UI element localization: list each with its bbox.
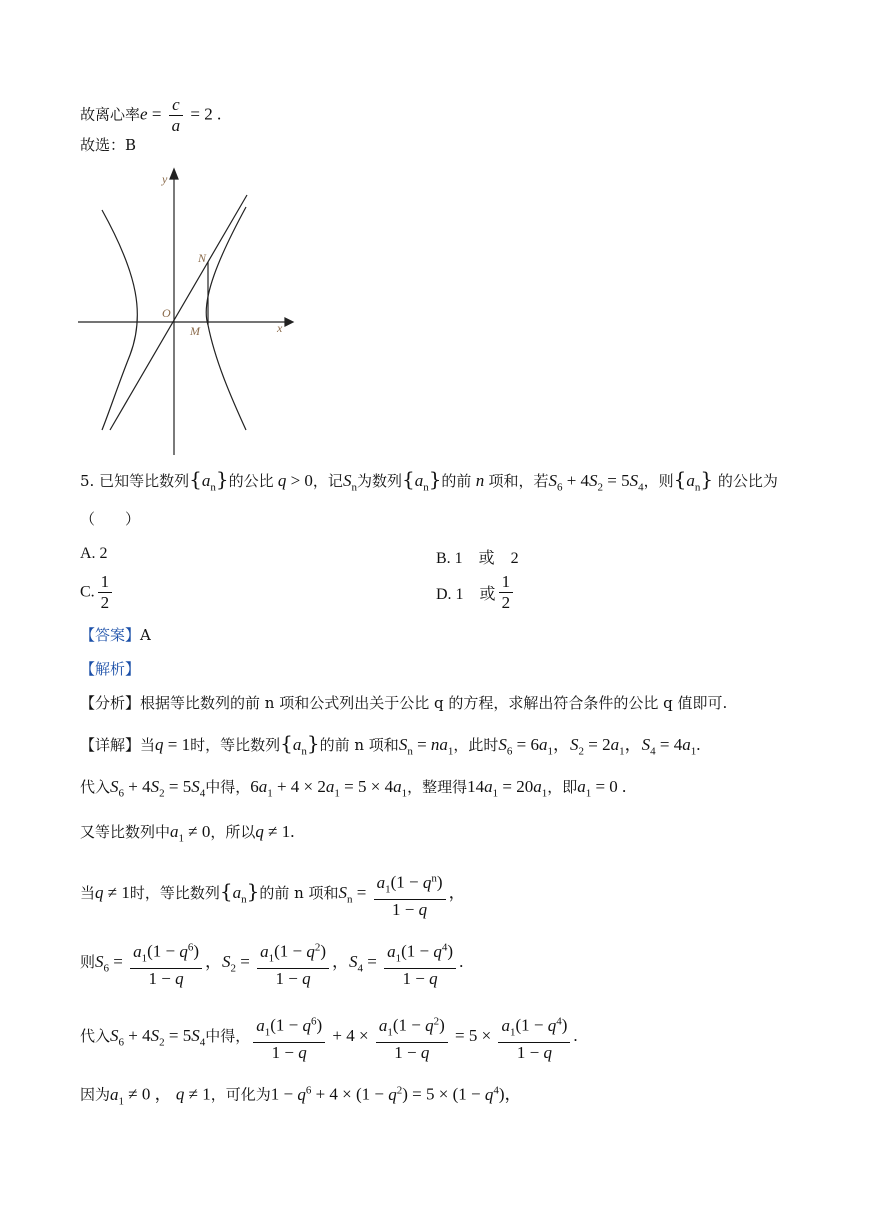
- question-5-paren: （ ）: [80, 510, 141, 528]
- analysis-heading: 【解析】: [80, 660, 141, 678]
- answer-choice-line: 故选：B: [80, 136, 137, 154]
- option-c: C. $\frac{1}{2}$: [80, 572, 115, 613]
- detail-line-1: 【详解】当q = 1时，等比数列$\{a_n\}$的前 n 项和$S_n = na_1$，此时$S_6 = 6a_1$，$S_2 = 2a_1$，$S_4 = 4a_1$.: [80, 731, 701, 758]
- detail-line-3: 又等比数列中$a_1 \ne 0$，所以q ≠ 1.: [80, 822, 295, 845]
- point-m-label: M: [190, 324, 200, 338]
- x-axis-label: x: [277, 321, 283, 335]
- detail-line-4: 当q ≠ 1时，等比数列$\{a_n\}$的前 n 项和$S_n$ = $\frac{a_1(1 - q^n)}{1 - q}$ ，: [80, 868, 466, 920]
- option-b: B. 1 或 2: [436, 550, 519, 567]
- detail-line-6: 代入$S_6 + 4S_2 = 5S_4$中得， $\frac{a_1(1 - q^6)}{1 - q}$ + 4 × $\frac{a_1(1 - q^2)}{1 - q}$ = 5 × $\frac{a_1(1 - q^4)}{1 - q}$ .: [80, 1011, 578, 1063]
- detail-line-5: 则$S_6$ = $\frac{a_1(1 - q^6)}{1 - q}$ ，$S_2$ = $\frac{a_1(1 - q^2)}{1 - q}$ ，$S_4$ = $\frac{a_1(1 - q^4)}{1 - q}$ .: [80, 937, 463, 989]
- hyperbola-graph: [70, 165, 300, 460]
- analysis-summary: 【分析】根据等比数列的前 n 项和公式列出关于公比 q 的方程，求解出符合条件的公比 q 值即可.: [80, 694, 728, 712]
- eccentricity-line: 故离心率e = $\frac{c}{a}$ = 2 .: [80, 95, 222, 135]
- detail-line-7: 因为$a_1 \ne 0$ ， q ≠ 1，可化为$1 - q^6 + 4 \times (1 - q^2) = 5 \times (1 - q^4)$，: [80, 1084, 522, 1108]
- option-a: A. 2: [80, 545, 108, 562]
- point-n-label: N: [198, 251, 207, 265]
- option-d: D. 1 或 $\frac{1}{2}$: [436, 572, 516, 613]
- origin-label: O: [162, 306, 171, 320]
- detail-line-2: 代入$S_6 + 4S_2 = 5S_4$中得，$6a_1 + 4 \times 2a_1 = 5 \times 4a_1$，整理得$14a_1 = 20a_1$，即$a_1 = 0$ .: [80, 777, 627, 800]
- y-axis-label: y: [162, 172, 168, 186]
- question-5-stem: 5. 已知等比数列$\{a_n\}$的公比 q > 0，记$S_n$为数列$\{a_n\}$的前 n 项和，若$S_6 + 4S_2 = 5S_4$，则$\{a_n\}$ 的公比为: [80, 467, 778, 494]
- answer-line: 【答案】A: [80, 626, 151, 644]
